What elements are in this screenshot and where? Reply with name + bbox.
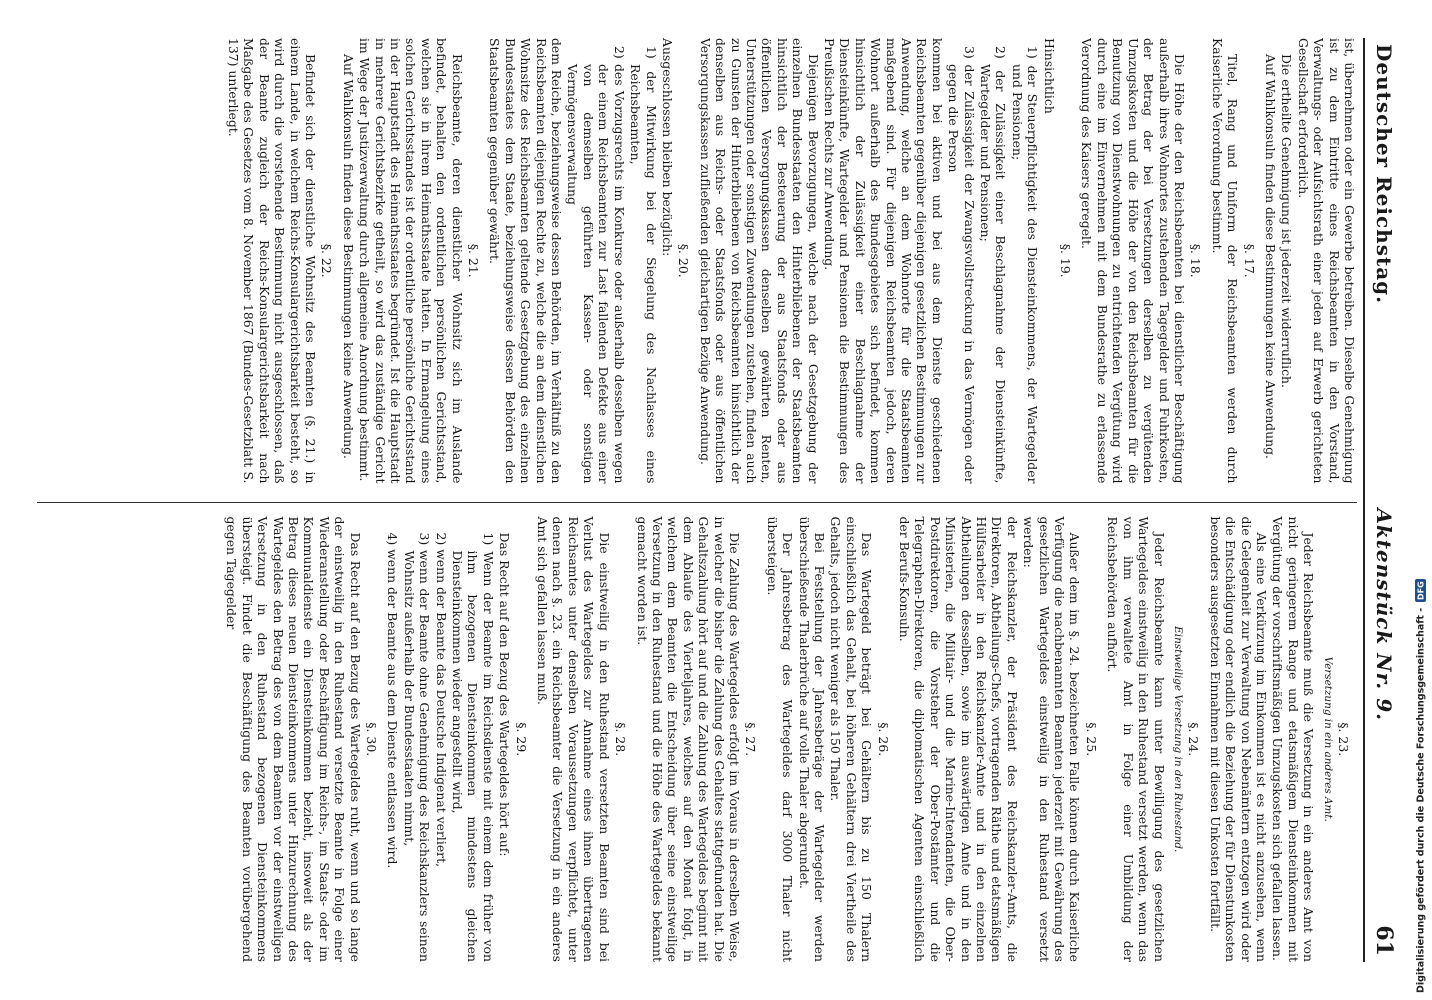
paragraph: dem Reiche, beziehungsweise dessen Behörden, im Verhältniß zu den Reichsbeamten diejenigen Rechte zu, welche die an dem dienstlichen Wohnsitze des Reichsbeamten geltende Gesetzgebung des einzelnen Bundesstaates dem Staate, beziehungsweise dessen Behörden den Staatsbeamten gegenüber gewährt. [487,38,565,484]
paragraph: Titel, Rang und Uniform der Reichsbeamten werden durch Kaiserliche Verordnung bestimmt. [1209,38,1241,484]
section-number: §. 30. [364,722,380,757]
section-heading: Versetzung in ein anderes Amt. [1321,656,1334,822]
document-page [21,10,1411,990]
paragraph: Die einstweilig in den Ruhestand versetzten Beamten sind bei Verlust des Wartegeldes zur Annahme eines ihnen übertragenen Reichsamtes unter denselben Voraussetzungen verpflichtet, unter denen nach §. 23. ein Reichsbeamter die Versetzung in ein anderes Amt sich gefallen lassen muß. [535,516,612,962]
section-number: §. 19. [1058,243,1074,278]
column-right [37,502,1357,963]
paragraph: Auf Wahlkonsuln finden diese Bestimmungen keine Anwendung. [1262,54,1278,459]
section-number: §. 22. [319,243,335,278]
paragraph: Befindet sich der dienstliche Wohnsitz des Beamten (§. 21.) in einem Lande, in welchem Reichs-Konsulargerichtsbarkeit besteht, so wird durch die vorstehende Bestimmung nicht ausgeschlossen, daß der Beamte zugleich der Reichs-Konsulargerichtsbarkeit nach Maßgabe des Gesetzes vom 8. November 1867 (Bundes-Gesetzblatt S. 137) unterliegt. [225,38,318,484]
section-number: §. 21. [466,243,482,278]
list-item: 1) der Mitwirkung bei der Siegelung des Nachlasses eines Reichsbeamten, [628,46,659,484]
section-number: §. 20. [676,243,692,278]
list-item: 2) der Zulässigkeit einer Beschlagnahme der Diensteinkünfte, Wartegelder und Pensionen; [978,46,1009,484]
section-number: §. 24. [1186,722,1202,757]
dfg-logo: DFG [1416,581,1426,600]
paragraph: Das Recht auf den Bezug des Wartegeldes ruht, wenn und so lange der einstweilig in den Ruhestand versetzte Beamte in Folge einer Wiederanstellung oder Beschäftigung im Reichs-, im Staats- oder im Kommunaldienste ein Diensteinkommen bezieht, insoweit als der Betrag dieses neuen Diensteinkommens unter Hinzurechnung des Wartegeldes den Betrag des von dem Beamten vor der einstweiligen Versetzung in den Ruhestand bezogenen Diensteinkommens übersteigt. Findet die Beschäftigung des Beamten vorübergehend gegen Tagegelder [224,516,363,962]
paragraph: Ausgeschlossen bleiben bezüglich: [659,38,675,257]
list-item: 1) der Steuerpflichtigkeit des Diensteinkommens, der Wartegelder und Pensionen; [1009,46,1041,484]
paragraph: ist, übernehmen oder ein Gewerbe betreiben. Dieselbe Genehmigung ist zu dem Eintritte eines Reichsbeamten in den Vorstand, Verwaltungs- oder Aufsichtsrath einer jeden auf Erwerb gerichteten Gesellschaft erforderlich. [1295,38,1357,484]
paragraph: Als eine Verkürzung im Einkommen ist es nicht anzusehen, wenn die Gelegenheit zur Verwaltung von Nebenämtern entzogen wird oder die Entschädigung oder endlich die Beziehung der für Dienstunkosten besonders ausgesetzten Einnahmen mit diesen Unkosten fortfällt. [1207,516,1269,962]
section-number: §. 18. [1188,243,1204,278]
paragraph: Das Recht auf den Bezug des Wartegeldes hört auf: [497,532,513,857]
running-head [1363,38,1397,962]
list-item: 2) des Vorzugsrechts im Konkurse oder außerhalb desselben wegen der einem Reichsbeamten zur Last fallenden Defekte aus einer von demselben geführten Kassen- oder sonstigen Vermögensverwaltung [565,46,627,484]
section-number: §. 27. [743,722,759,757]
paragraph: Außer dem im §. 24. bezeichneten Falle können durch Kaiserliche Verfügung die nachbenannten Beamten jederzeit mit Gewährung des gesetzlichen Wartegeldes einstweilig in den Ruhestand versetzt werden: [1021,516,1083,962]
list-item: 1) Wenn der Beamte im Reichsdienste mit einem dem früher von ihm bezogenen Diensteinkommen mindestens gleichen Diensteinkommen wieder angestellt wird, [450,532,496,962]
section-number: §. 17. [1241,243,1257,278]
section-number: §. 26. [875,722,891,757]
section-number: §. 28. [613,722,629,757]
paragraph: Hinsichtlich [1041,38,1057,114]
paragraph: Die Höhe der den Reichsbeamten bei dienstlicher Beschäftigung außerhalb ihres Wohnortes zustehenden Tagegelder und Fuhrkosten, der Betrag der bei Versetzungen derselben zu vergütenden Umzugskosten und die Höhe der von den Reichsbeamten für die Benutzung von Dienstwohnungen zu entrichtenden Vergütung wird durch eine im Einvernehmen mit dem Bundesrathe zu erlassende Verordnung des Kaisers geregelt. [1079,38,1187,484]
paragraph: Jeder Reichsbeamte kann unter Bewilligung des gesetzlichen Wartegeldes einstweilig in den Ruhestand versetzt werden, wenn das von ihm verwaltete Amt in Folge einer Umbildung der Reichsbehörden aufhört. [1105,516,1167,962]
section-number: §. 23. [1336,722,1351,757]
paragraph: Auf Wahlkonsuln finden diese Bestimmungen keine Anwendung. [340,54,356,459]
paragraph: kommen bei aktiven und bei aus dem Dienste geschiedenen Reichsbeamten gegenüber diejenigen gesetzlichen Bestimmungen zur Anwendung, welche an dem Wohnorte für die Staatsbeamten maßgebend sind. Für diejenigen Reichsbeamten jedoch, deren Wohnort außerhalb des Bundesgebietes sich befindet, kommen hinsichtlich der Zulässigkeit einer Beschlagnahme der Diensteinkünfte, Wartegelder und Pensionen die Bestimmungen des Preußischen Rechts zur Anwendung. [822,38,945,484]
paragraph: Diejenigen Bevorzugungen, welche nach der Gesetzgebung der einzelnen Bundesstaaten den Hinterbliebenen der Staatsbeamten hinsichtlich der Besteuerung der aus Staatsfonds oder aus öffentlichen Versorgungskassen denselben gewährten Renten, Unterstützungen oder sonstigen Zuwendungen zustehen, finden auch zu Gunsten der Hinterbliebenen von Reichsbeamten hinsichtlich der denselben aus Reichs- oder Staatsfonds oder aus öffentlichen Versorgungskassen zufließenden gleichartigen Bezüge Anwendung. [697,38,821,484]
column-left [37,38,1357,484]
credit-text: Digitalisierung gefördert durch die Deutsche Forschungsgemeinschaft - [1415,607,1427,993]
digitization-credit [1414,8,1428,993]
paragraph: Die ertheilte Genehmigung ist jederzeit widerruflich. [1279,54,1295,388]
list-item: 3) der Zulässigkeit der Zwangsvollstreckung in das Vermögen oder gegen die Person [946,46,977,484]
section-number: §. 25. [1083,722,1099,757]
paragraph: Bei Feststellung der Jahresbeträge der Wartegelder werden überschießende Thalerbrüche auf volle Thaler abgerundet. [796,516,827,962]
section-heading: Einstweilige Versetzung in den Ruhestand. [1171,626,1184,853]
list-item: 4) wenn der Beamte aus dem Dienste entlassen wird. [385,532,401,869]
paragraph: Der Jahresbetrag des Wartegeldes darf 3000 Thaler nicht übersteigen. [764,516,796,962]
paragraph: Reichsbeamte, deren dienstlicher Wohnsitz sich im Auslande befindet, behalten den ordentlichen persönlichen Gerichtsstand, welchen sie in ihrem Heimathsstaate hatten. In Ermangelung eines solchen Gerichtsstandes ist der ordentliche persönliche Gerichtsstand in der Hauptstadt des Heimathsstaates begründet. Ist die Hauptstadt in mehrere Gerichtsbezirke getheilt, so wird das zuständige Gericht im Wege der Justizverwaltung durch allgemeine Anordnung bestimmt. [357,38,465,484]
paragraph: Jeder Reichsbeamte muß die Versetzung in ein anderes Amt von nicht geringerem Range und etatsmäßigem Diensteinkommen mit Vergütung der vorschriftsmäßigen Umzugskosten sich gefallen lassen. [1270,516,1317,962]
running-head-center: Aktenstück Nr. 9. [1372,508,1396,722]
paragraph: der Reichskanzler, der Präsident des Reichskanzler-Amts, die Direktoren, Abtheilungs-Chefs, vortragenden Räthe und etatsmäßigen Hülfsarbeiter in den Reichskanzler-Amte und in den einzelnen Abtheilungen desselben, sowie im auswärtigen Amte und in den Ministerien, die Militair- und die Marine-Intendanten, die Ober-Postdirektoren, die Vorsteher der Ober-Postämter und die Telegraphen-Direktoren, die diplomatischen Agenten einschließlich der Berufs-Konsuln. [897,516,1020,962]
section-number: §. 29. [513,722,529,757]
text-columns [37,38,1357,962]
running-head-left: Deutscher Reichstag. [1372,44,1396,305]
paragraph: Das Wartegeld beträgt bei Gehältern bis zu 150 Thalern einschließlich das Gehalt, bei höheren Gehältern drei Viertheile des Gehalts, jedoch nicht weniger als 150 Thaler. [828,516,875,962]
list-item: 3) wenn der Beamte ohne Genehmigung des Reichskanzlers seinen Wohnsitz außerhalb der Bundesstaaten nimmt, [401,532,433,962]
paragraph: Die Zahlung des Wartegeldes erfolgt im Voraus in derselben Weise, in welcher die bisher die Zahlung des Gehaltes stattgefunden hat. Die Gehaltszahlung hört auf und die Zahlung des Wartegeldes beginnt mit dem Ablaufe des Vierteljahres, welches auf den Monat folgt, in welchem dem Beamten die Entscheidung über seine einstweilige Versetzung in den Ruhestand und die Höhe des Wartegeldes bekannt gemacht worden ist. [634,516,742,962]
page-number: 61 [1371,925,1397,956]
list-item: 2) wenn der Beamte das Deutsche Indigenat verliert, [433,532,449,868]
